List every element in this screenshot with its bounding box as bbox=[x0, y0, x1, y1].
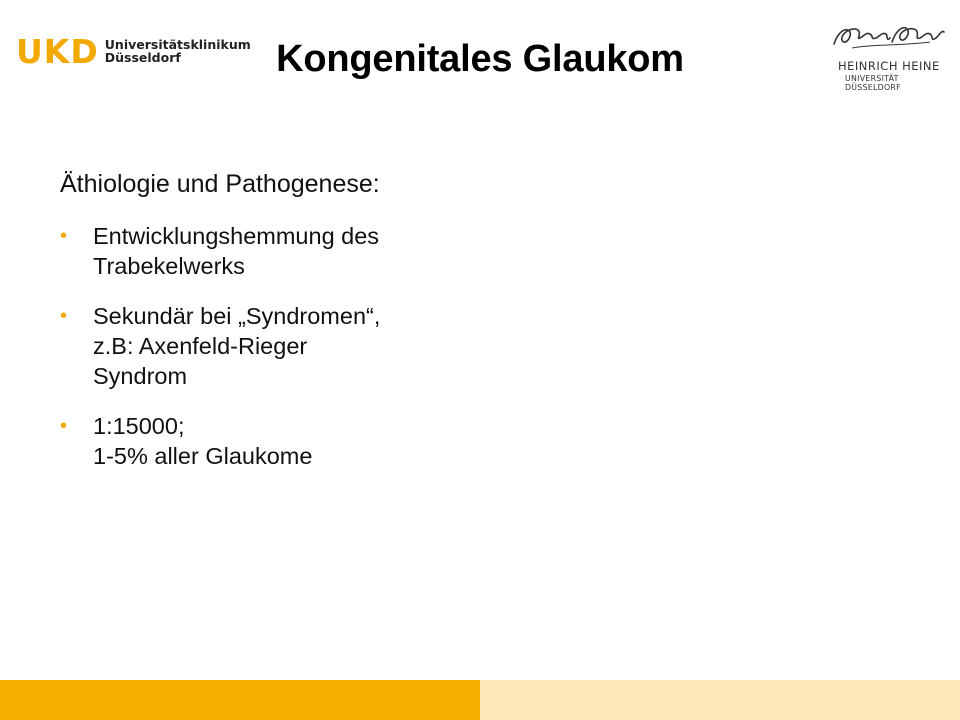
bullet-dot-icon: • bbox=[60, 305, 68, 327]
signature-icon bbox=[830, 18, 948, 56]
ukd-logo-mark: UKD bbox=[16, 31, 99, 71]
ukd-logo-line2: Düsseldorf bbox=[104, 50, 181, 65]
heinrich-heine-logo bbox=[824, 18, 950, 92]
bullet-dot-icon: • bbox=[60, 225, 68, 247]
bullet-text: Entwicklungshemmung des Trabekelwerks bbox=[93, 223, 380, 279]
bullet-text: 1:15000; 1-5% aller Glaukome bbox=[93, 413, 313, 469]
footer-bar-right bbox=[480, 680, 960, 720]
intro-text: Äthiologie und Pathogenese: bbox=[60, 170, 380, 198]
bullet-dot-icon: • bbox=[60, 415, 68, 437]
slide-title: Kongenitales Glaukom bbox=[276, 38, 684, 80]
ukd-logo bbox=[16, 30, 251, 72]
hhu-logo-line1: HEINRICH HEINE bbox=[838, 59, 940, 73]
ukd-logo-line1: Universitätsklinikum bbox=[104, 36, 251, 52]
bullet-item bbox=[60, 411, 480, 471]
bullet-text: Sekundär bei „Syndromen“, z.B: Axenfeld-Rieger Syndrom bbox=[93, 303, 381, 389]
footer-bar-left bbox=[0, 680, 480, 720]
bullet-item bbox=[60, 301, 480, 391]
bullet-item bbox=[60, 221, 480, 281]
bullet-list bbox=[60, 221, 480, 471]
hhu-logo-line2: UNIVERSITÄT DÜSSELDORF bbox=[845, 74, 901, 92]
content-area bbox=[60, 170, 480, 491]
